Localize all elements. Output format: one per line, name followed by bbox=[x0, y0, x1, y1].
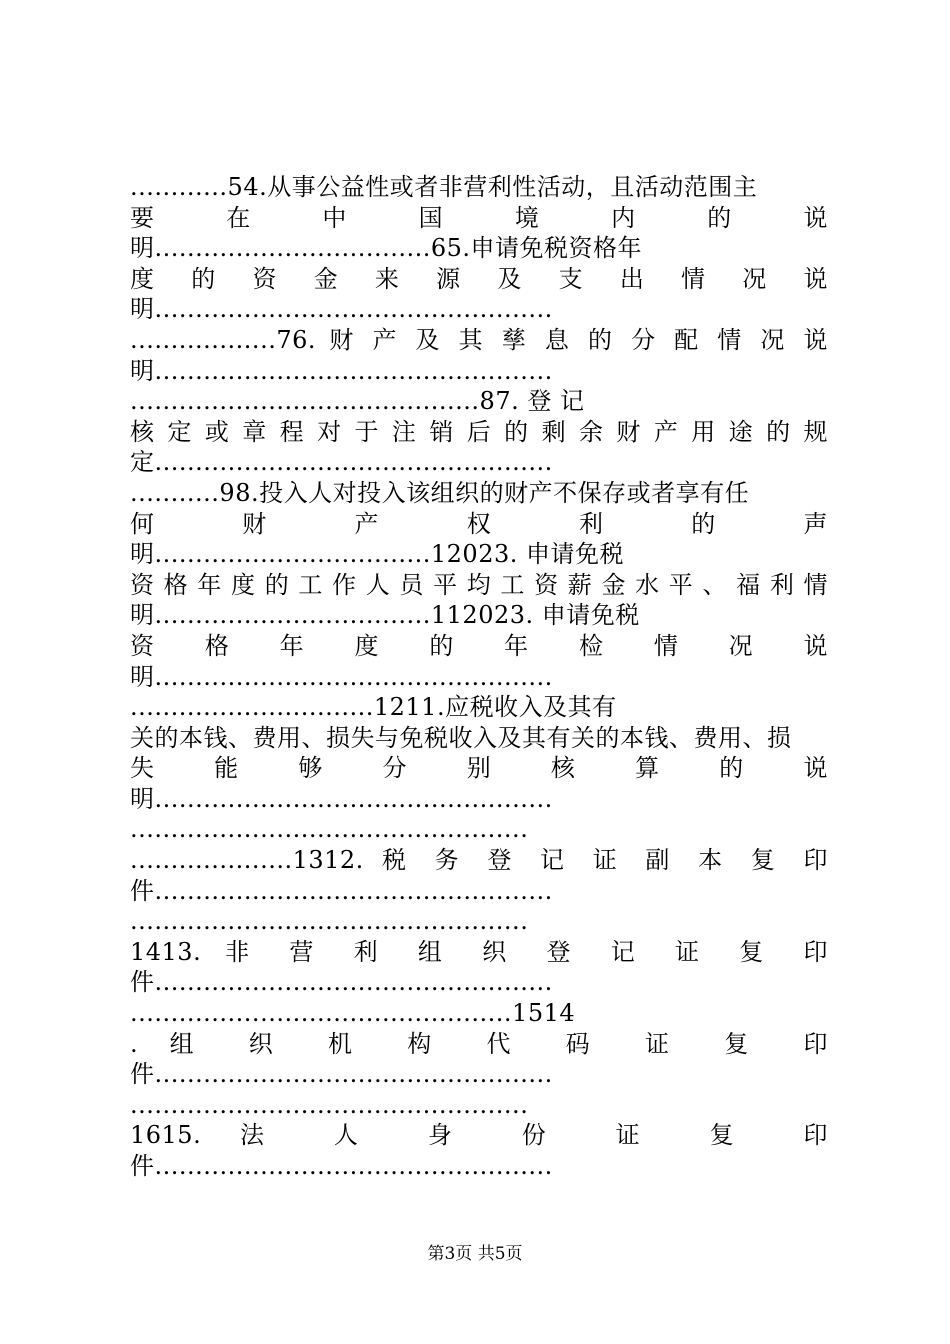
text-line: 关的本钱、费用、损失与免税收入及其有关的本钱、费用、损 bbox=[130, 723, 792, 752]
text-line: 1615. 法 人 身 份 证 复 印 bbox=[130, 1121, 828, 1150]
text-line: 明................................................. bbox=[130, 356, 553, 385]
text-line: 明..................................65.申请免税资格年 bbox=[130, 234, 643, 263]
text-line: 何 财 产 权 利 的 声 bbox=[130, 509, 828, 538]
text-line: ...............................................1514 bbox=[130, 999, 576, 1028]
text-line: 失 能 够 分 别 核 算 的 说 bbox=[130, 754, 828, 783]
text-line: 明..................................112023. 申请免税 bbox=[130, 601, 640, 630]
text-line: 核 定 或 章 程 对 于 注 销 后 的 剩 余 财 产 用 途 的 规 bbox=[130, 417, 828, 446]
text-line: ..............................1211.应税收入及其有 bbox=[130, 693, 617, 722]
text-line: 件................................................. bbox=[130, 1152, 553, 1180]
text-line: 明..................................12023. 申请免税 bbox=[130, 540, 624, 569]
document-body bbox=[130, 172, 828, 1182]
text-line: 件................................................. bbox=[130, 968, 553, 997]
text-line: 件................................................. bbox=[130, 1060, 553, 1089]
text-line: ................................................. bbox=[130, 907, 529, 936]
text-line: 资 格 年 度 的 年 检 情 况 说 bbox=[130, 631, 828, 660]
text-line: 件................................................. bbox=[130, 876, 553, 905]
text-line: 明................................................. bbox=[130, 295, 553, 324]
text-line: 资 格 年 度 的 工 作 人 员 平 均 工 资 薪 金 水 平 、 福 利 情 bbox=[130, 570, 828, 599]
text-line: ...........98.投入人对投入该组织的财产不保存或者享有任 bbox=[130, 478, 750, 507]
text-line: . 组 织 机 构 代 码 证 复 印 bbox=[130, 1029, 828, 1058]
text-line: ....................1312. 税 务 登 记 证 副 本 复 印 bbox=[130, 846, 828, 875]
text-line: ..................76. 财 产 及 其 孳 息 的 分 配 情 况 说 bbox=[130, 325, 828, 354]
text-line: ................................................. bbox=[130, 815, 529, 844]
text-line: ...........................................87. 登 记 bbox=[130, 387, 585, 416]
text-line: 定................................................. bbox=[130, 448, 553, 477]
text-line: ............54.从事公益性或者非营利性活动，且活动范围主 bbox=[130, 173, 758, 201]
text-line: ................................................. bbox=[130, 1090, 529, 1119]
page-footer: 第3页 共5页 bbox=[427, 1244, 523, 1264]
text-line: 度 的 资 金 来 源 及 支 出 情 况 说 bbox=[130, 264, 828, 293]
text-line: 要 在 中 国 境 内 的 说 bbox=[130, 203, 828, 232]
text-line: 明................................................. bbox=[130, 662, 553, 691]
text-line: 明................................................. bbox=[130, 784, 553, 813]
text-line: 1413. 非 营 利 组 织 登 记 证 复 印 bbox=[130, 937, 828, 966]
